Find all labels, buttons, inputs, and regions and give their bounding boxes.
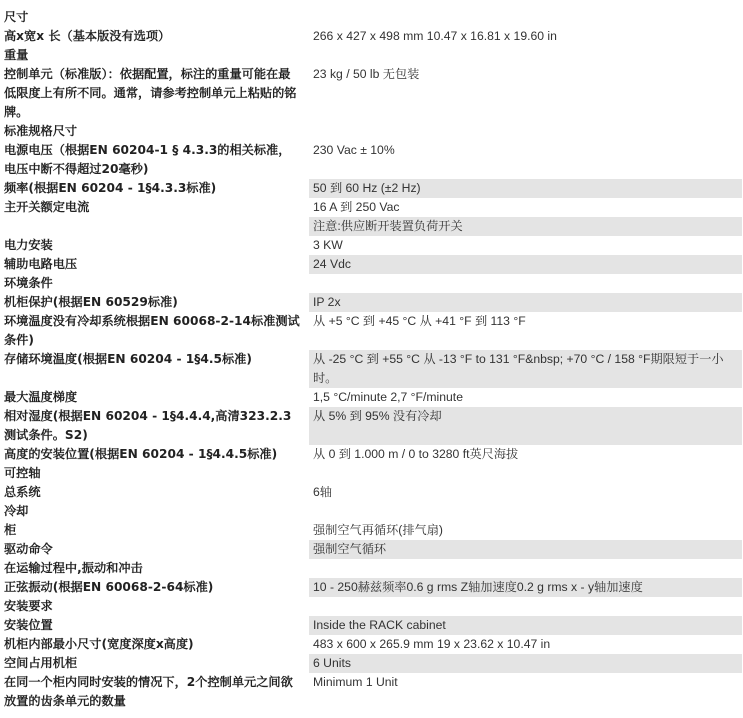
spec-value [309,502,742,521]
spec-value [309,578,742,597]
spec-label-text: 驱动命令 [4,542,53,556]
spec-label-text: 安装要求 [4,599,53,613]
spec-label [0,27,302,46]
spec-row [0,616,743,635]
spec-label-text: 相对湿度(根据EN 60204 - 1§4.4.4,高清323.2.3测试条件。S2) [4,409,292,442]
spec-value-text: 10 - 250赫兹频率0.6 g rms Z轴加速度0.2 g rms x - y轴加速度 [313,580,643,594]
spec-value-text: 6轴 [313,485,332,499]
spec-label [0,274,302,293]
spec-value [309,312,742,350]
spec-value [309,255,742,274]
spec-label [0,521,302,540]
spec-value [309,597,742,616]
spec-label [0,350,302,388]
spec-label-text: 正弦振动(根据EN 60068-2-64标准) [4,580,214,594]
spec-value-text: 3 KW [313,238,343,252]
spec-value-text: 50 到 60 Hz (±2 Hz) [313,181,421,195]
spec-value-text: 266 x 427 x 498 mm 10.47 x 16.81 x 19.60 in [313,29,557,43]
spec-row [0,673,743,711]
spec-label-text: 在同一个柜内同时安装的情况下，2个控制单元之间欲放置的齿条单元的数量 [4,675,293,708]
spec-label [0,293,302,312]
spec-row [0,46,743,65]
spec-label-text: 电源电压（根据EN 60204-1 § 4.3.3的相关标准，电压中断不得超过20毫秒) [4,143,291,176]
spec-label [0,8,302,27]
spec-label-text: 环境温度没有冷却系统根据EN 60068-2-14标准测试条件) [4,314,300,347]
spec-row [0,274,743,293]
spec-value-text: 230 Vac ± 10% [313,143,395,157]
spec-label [0,122,302,141]
spec-label-text: 总系统 [4,485,41,499]
spec-value [309,198,742,217]
spec-label [0,179,302,198]
spec-label [0,597,302,616]
spec-label-text: 安装位置 [4,618,53,632]
spec-value-text: Inside the RACK cabinet [313,618,446,632]
spec-label-text: 主开关额定电流 [4,200,90,214]
spec-value [309,616,742,635]
spec-label [0,255,302,274]
spec-row [0,122,743,141]
spec-value-text: 强制空气再循环(排气扇) [313,523,443,537]
spec-label [0,236,302,255]
spec-value [309,141,742,179]
spec-row [0,559,743,578]
spec-label [0,312,302,350]
spec-label-text: 控制单元（标准版）：依据配置，标注的重量可能在最低限度上有所不同。通常，请参考控制单元上粘贴的铭牌。 [4,67,297,119]
spec-value [309,483,742,502]
spec-label-text: 机柜内部最小尺寸(宽度深度x高度) [4,637,194,651]
spec-label [0,559,302,578]
spec-row [0,445,743,464]
spec-label-text: 可控轴 [4,466,41,480]
spec-row [0,236,743,255]
spec-label [0,578,302,597]
spec-label [0,407,302,445]
spec-value-text: 从 5% 到 95% 没有冷却 [313,409,442,423]
spec-value [309,217,742,236]
spec-label [0,540,302,559]
spec-label-text: 尺寸 [4,10,29,24]
spec-value-text: Minimum 1 Unit [313,675,398,689]
spec-row [0,388,743,407]
spec-value-text: 从 +5 °C 到 +45 °C 从 +41 °F 到 113 °F [313,314,526,328]
spec-label [0,65,302,122]
spec-value [309,445,742,464]
spec-row [0,597,743,616]
spec-row [0,521,743,540]
spec-value [309,293,742,312]
spec-row [0,27,743,46]
spec-label-text: 辅助电路电压 [4,257,78,271]
spec-label-text: 机柜保护(根据EN 60529标准) [4,295,178,309]
spec-label-text: 冷却 [4,504,29,518]
spec-label-text: 存储环境温度(根据EN 60204 - 1§4.5标准) [4,352,252,366]
spec-value [309,122,742,141]
spec-label [0,635,302,654]
spec-label-text: 电力安装 [4,238,53,252]
spec-label [0,654,302,673]
spec-label-text: 高度的安装位置(根据EN 60204 - 1§4.4.5标准) [4,447,278,461]
spec-value [309,540,742,559]
spec-value [309,635,742,654]
spec-label-text: 重量 [4,48,29,62]
spec-value [309,236,742,255]
spec-value-text: 6 Units [313,656,351,670]
spec-label [0,616,302,635]
spec-label [0,445,302,464]
spec-value-text: 强制空气循环 [313,542,387,556]
spec-value [309,8,742,27]
spec-label-text: 最大温度梯度 [4,390,78,404]
spec-row [0,217,743,236]
spec-value [309,521,742,540]
spec-row [0,141,743,179]
spec-value [309,559,742,578]
spec-value [309,274,742,293]
spec-row [0,179,743,198]
spec-value [309,388,742,407]
spec-label-text: 标准规格尺寸 [4,124,78,138]
spec-value [309,179,742,198]
spec-value-text: 从 -25 °C 到 +55 °C 从 -13 °F to 131 °F&nbsp; +70 °C / 158 °F期限短于一小时。 [313,352,724,385]
spec-value-text: 16 A 到 250 Vac [313,200,400,214]
spec-label [0,46,302,65]
spec-value [309,407,742,445]
spec-row [0,540,743,559]
spec-label [0,388,302,407]
spec-value [309,654,742,673]
spec-row [0,65,743,122]
spec-label-text: 空间占用机柜 [4,656,78,670]
spec-row [0,350,743,388]
spec-label [0,502,302,521]
spec-row [0,198,743,217]
spec-row [0,8,743,27]
spec-value-text: 483 x 600 x 265.9 mm 19 x 23.62 x 10.47 in [313,637,551,651]
spec-value-text: IP 2x [313,295,341,309]
spec-value-text: 23 kg / 50 lb 无包装 [313,67,420,81]
spec-row [0,293,743,312]
spec-label [0,198,302,217]
spec-value-text: 注意:供应断开装置负荷开关 [313,219,463,233]
spec-row [0,502,743,521]
spec-label [0,464,302,483]
spec-row [0,255,743,274]
spec-value [309,464,742,483]
spec-value-text: 1,5 °C/minute 2,7 °F/minute [313,390,463,404]
spec-row [0,312,743,350]
spec-label-text: 频率(根据EN 60204 - 1§4.3.3标准) [4,181,217,195]
spec-row [0,464,743,483]
spec-value [309,46,742,65]
spec-label-text: 环境条件 [4,276,53,290]
spec-label [0,673,302,711]
spec-row [0,654,743,673]
spec-value [309,65,742,122]
spec-label [0,141,302,179]
spec-row [0,635,743,654]
spec-label [0,483,302,502]
spec-row [0,578,743,597]
spec-row [0,407,743,445]
spec-value-text: 从 0 到 1.000 m / 0 to 3280 ft英尺海拔 [313,447,519,461]
spec-value [309,350,742,388]
spec-label-text: 高x宽x 长（基本版没有选项） [4,29,171,43]
spec-label [0,217,302,236]
spec-label-text: 柜 [4,523,17,537]
spec-row [0,483,743,502]
spec-value [309,673,742,711]
spec-label-text: 在运输过程中,振动和冲击 [4,561,143,575]
spec-value [309,27,742,46]
spec-value-text: 24 Vdc [313,257,351,271]
